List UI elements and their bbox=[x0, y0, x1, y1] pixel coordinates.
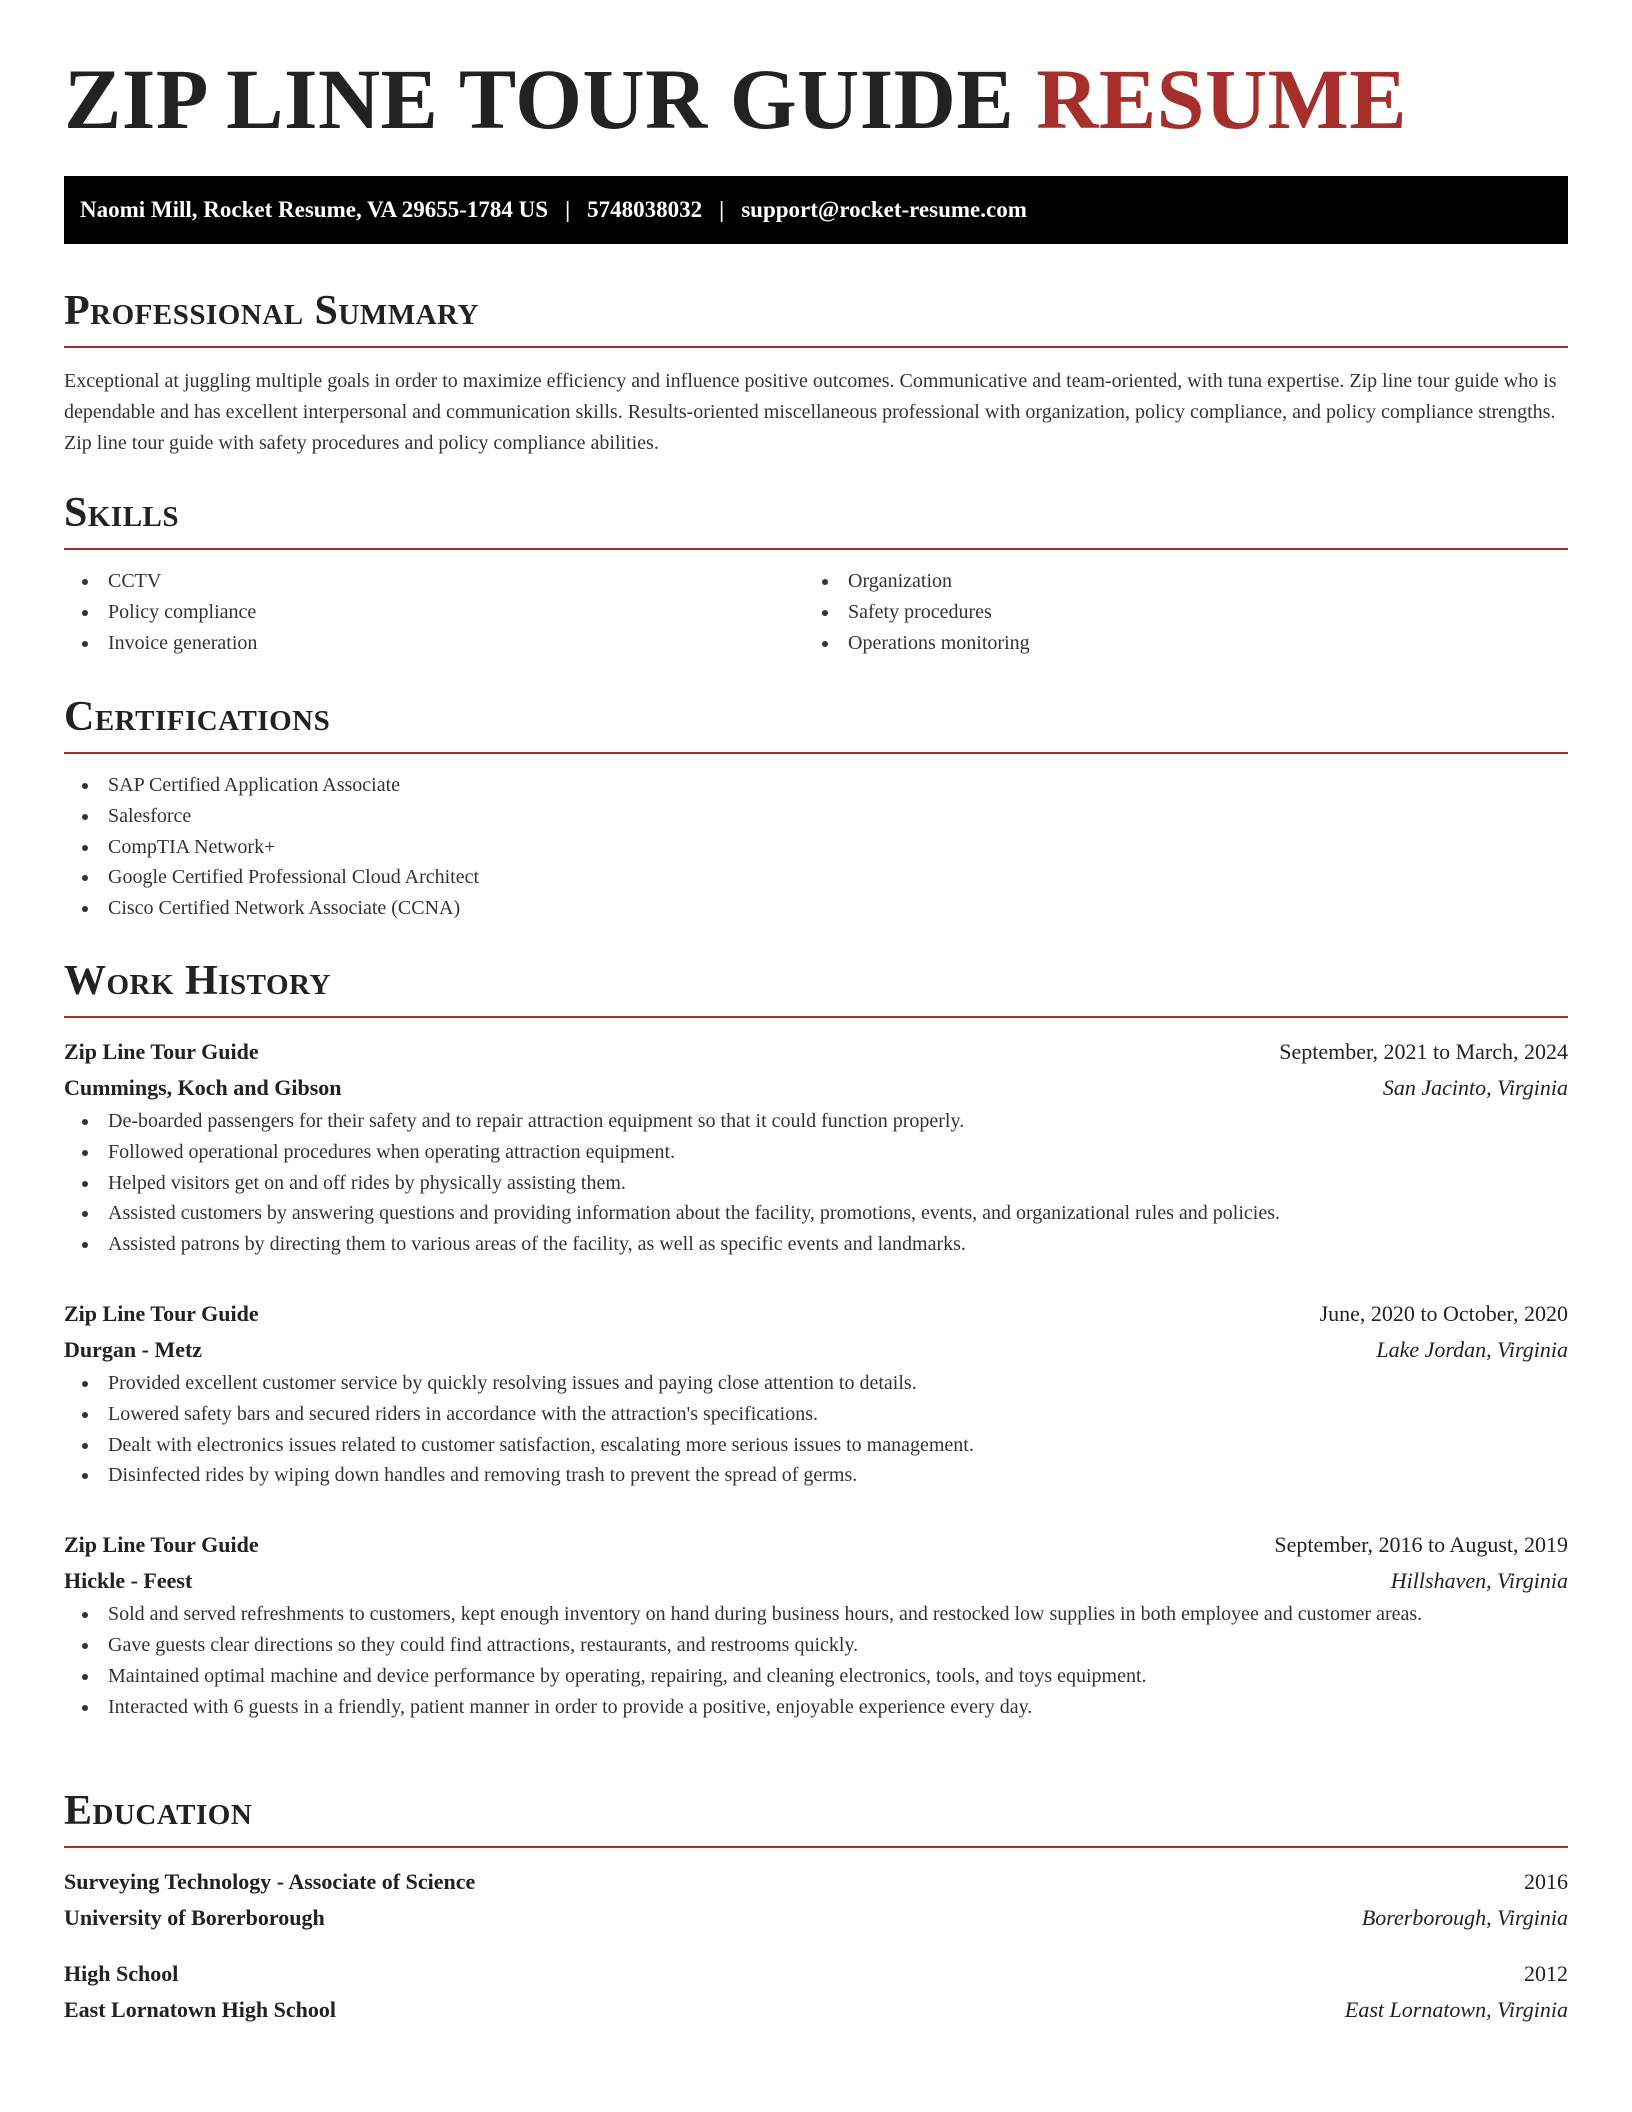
duty-item: Assisted patrons by directing them to various areas of the facility, as well as specific events and landmarks. bbox=[64, 1229, 1568, 1260]
skills-section bbox=[64, 492, 1568, 658]
education-school: East Lornatown High School bbox=[64, 1997, 336, 2022]
education-heading: Education bbox=[64, 1790, 1568, 1848]
bullet-icon bbox=[82, 1705, 88, 1711]
work-history-section bbox=[64, 960, 1568, 1722]
bullet-icon bbox=[82, 1381, 88, 1387]
bullet-icon bbox=[82, 875, 88, 881]
education-location: Borerborough, Virginia bbox=[1361, 1905, 1568, 1930]
bullet-icon bbox=[822, 579, 828, 585]
job-employer: Durgan - Metz bbox=[64, 1336, 203, 1362]
job-title: Zip Line Tour Guide bbox=[64, 1532, 259, 1558]
job-entry bbox=[64, 1527, 1568, 1722]
duty-item: Interacted with 6 guests in a friendly, patient manner in order to provide a positive, enjoyable experience every day. bbox=[64, 1692, 1568, 1723]
summary-section bbox=[64, 290, 1568, 459]
duty-item: Provided excellent customer service by quickly resolving issues and paying close attention to details. bbox=[64, 1368, 1568, 1399]
job-duties-list bbox=[64, 1106, 1568, 1260]
bullet-icon bbox=[82, 783, 88, 789]
bullet-icon bbox=[82, 1242, 88, 1248]
bullet-icon bbox=[82, 579, 88, 585]
job-employer: Hickle - Feest bbox=[64, 1568, 193, 1594]
duty-item: Followed operational procedures when operating attraction equipment. bbox=[64, 1137, 1568, 1168]
work-history-heading: Work History bbox=[64, 960, 1568, 1018]
education-entry bbox=[64, 1864, 1568, 1936]
bullet-icon bbox=[82, 1473, 88, 1479]
education-degree: High School bbox=[64, 1961, 179, 1986]
job-location: Lake Jordan, Virginia bbox=[1376, 1336, 1568, 1362]
bullet-icon bbox=[82, 1211, 88, 1217]
education-year: 2012 bbox=[1524, 1961, 1568, 1986]
education-entry bbox=[64, 1956, 1568, 2028]
bullet-icon bbox=[822, 610, 828, 616]
job-duties-list bbox=[64, 1599, 1568, 1722]
certifications-heading: Certifications bbox=[64, 696, 1568, 754]
skill-item: CCTV bbox=[64, 566, 804, 597]
skills-list-left bbox=[64, 566, 804, 658]
certifications-section bbox=[64, 696, 1568, 924]
duty-item: Lowered safety bars and secured riders in accordance with the attraction's specifications. bbox=[64, 1399, 1568, 1430]
bullet-icon bbox=[82, 641, 88, 647]
contact-bar bbox=[64, 176, 1568, 244]
certifications-list bbox=[64, 770, 1568, 924]
contact-separator: | bbox=[565, 197, 571, 222]
skill-item: Safety procedures bbox=[804, 597, 1544, 628]
contact-address: Naomi Mill, Rocket Resume, VA 29655-1784 US bbox=[80, 197, 549, 222]
title-main: ZIP LINE TOUR GUIDE bbox=[64, 51, 1015, 147]
duty-item: Sold and served refreshments to customers, kept enough inventory on hand during business hours, and restocked low supplies in both employee and customer areas. bbox=[64, 1599, 1568, 1630]
duty-item: Dealt with electronics issues related to customer satisfaction, escalating more serious issues to management. bbox=[64, 1430, 1568, 1461]
job-location: Hillshaven, Virginia bbox=[1390, 1568, 1568, 1594]
education-location: East Lornatown, Virginia bbox=[1344, 1997, 1568, 2022]
job-title: Zip Line Tour Guide bbox=[64, 1300, 259, 1326]
contact-email: support@rocket-resume.com bbox=[741, 197, 1027, 222]
job-dates: September, 2016 to August, 2019 bbox=[1274, 1532, 1568, 1558]
certification-item: Cisco Certified Network Associate (CCNA) bbox=[64, 893, 1568, 924]
education-school: University of Borerborough bbox=[64, 1905, 325, 1930]
education-year: 2016 bbox=[1524, 1869, 1568, 1894]
bullet-icon bbox=[82, 610, 88, 616]
bullet-icon bbox=[82, 906, 88, 912]
duty-item: De-boarded passengers for their safety and to repair attraction equipment so that it could function properly. bbox=[64, 1106, 1568, 1137]
job-title: Zip Line Tour Guide bbox=[64, 1039, 259, 1064]
contact-phone: 5748038032 bbox=[587, 197, 703, 222]
duty-item: Helped visitors get on and off rides by physically assisting them. bbox=[64, 1168, 1568, 1199]
contact-separator: | bbox=[719, 197, 725, 222]
certification-item: CompTIA Network+ bbox=[64, 832, 1568, 863]
bullet-icon bbox=[82, 1643, 88, 1649]
duty-item: Disinfected rides by wiping down handles and removing trash to prevent the spread of germs. bbox=[64, 1460, 1568, 1491]
job-dates: September, 2021 to March, 2024 bbox=[1279, 1039, 1568, 1064]
job-entry bbox=[64, 1296, 1568, 1491]
job-entry bbox=[64, 1034, 1568, 1260]
bullet-icon bbox=[82, 845, 88, 851]
duty-item: Maintained optimal machine and device performance by operating, repairing, and cleaning electronics, tools, and toys equipment. bbox=[64, 1661, 1568, 1692]
bullet-icon bbox=[82, 1612, 88, 1618]
summary-text: Exceptional at juggling multiple goals in order to maximize efficiency and influence positive outcomes. Communicative and team-oriented, with tuna expertise. Zip line tour guide who is dependable and has excellent interpersonal and communication skills. Results-oriented miscellaneous professional with organization, policy compliance, and policy compliance strengths. Zip line tour guide with safety procedures and policy compliance abilities. bbox=[64, 370, 1557, 454]
education-section bbox=[64, 1790, 1568, 2028]
certification-item: Salesforce bbox=[64, 801, 1568, 832]
certification-item: SAP Certified Application Associate bbox=[64, 770, 1568, 801]
skill-item: Policy compliance bbox=[64, 597, 804, 628]
bullet-icon bbox=[82, 1150, 88, 1156]
skills-columns bbox=[64, 566, 1568, 658]
skills-heading: Skills bbox=[64, 492, 1568, 550]
job-employer: Cummings, Koch and Gibson bbox=[64, 1075, 342, 1100]
summary-heading: Professional Summary bbox=[64, 290, 1568, 348]
bullet-icon bbox=[82, 1674, 88, 1680]
skills-list-right bbox=[804, 566, 1544, 658]
duty-item: Gave guests clear directions so they could find attractions, restaurants, and restrooms quickly. bbox=[64, 1630, 1568, 1661]
job-dates: June, 2020 to October, 2020 bbox=[1319, 1300, 1568, 1326]
bullet-icon bbox=[822, 641, 828, 647]
education-degree: Surveying Technology - Associate of Science bbox=[64, 1869, 476, 1894]
bullet-icon bbox=[82, 1181, 88, 1187]
bullet-icon bbox=[82, 814, 88, 820]
title-accent: RESUME bbox=[1036, 51, 1408, 147]
job-location: San Jacinto, Virginia bbox=[1382, 1075, 1568, 1100]
job-duties-list bbox=[64, 1368, 1568, 1491]
bullet-icon bbox=[82, 1412, 88, 1418]
bullet-icon bbox=[82, 1443, 88, 1449]
skill-item: Invoice generation bbox=[64, 628, 804, 659]
certification-item: Google Certified Professional Cloud Architect bbox=[64, 862, 1568, 893]
resume-title bbox=[64, 51, 1408, 147]
bullet-icon bbox=[82, 1119, 88, 1125]
skill-item: Operations monitoring bbox=[804, 628, 1544, 659]
skill-item: Organization bbox=[804, 566, 1544, 597]
duty-item: Assisted customers by answering questions and providing information about the facility, promotions, events, and organizational rules and policies. bbox=[64, 1198, 1568, 1229]
